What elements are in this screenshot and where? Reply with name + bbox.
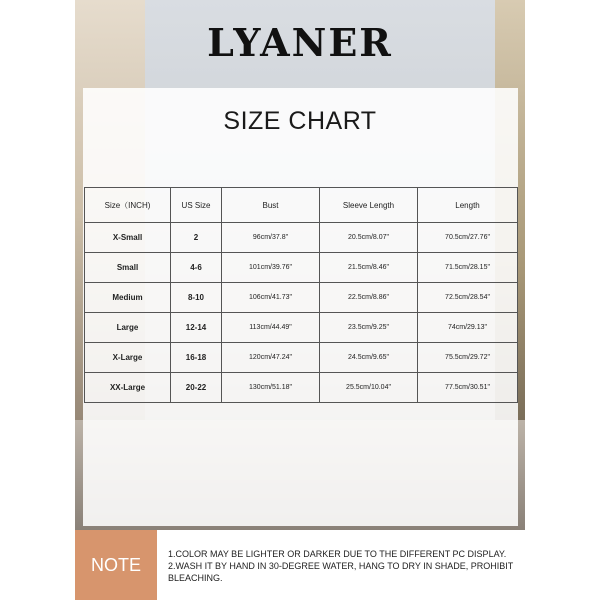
brand-logo: LYANER [207,20,393,65]
cell-us-size: 20-22 [171,373,222,403]
cell-length: 74cm/29.13" [418,313,518,343]
cell-bust: 113cm/44.49" [222,313,320,343]
cell-sleeve-length: 23.5cm/9.25" [320,313,418,343]
cell-sleeve-length: 22.5cm/8.86" [320,283,418,313]
cell-length: 71.5cm/28.15" [418,253,518,283]
cell-length: 72.5cm/28.54" [418,283,518,313]
note-text [168,548,528,584]
chart-title: SIZE CHART [223,107,377,135]
cell-length: 77.5cm/30.51" [418,373,518,403]
size-table [84,187,518,403]
header-bust: Bust [222,188,320,223]
cell-size: Large [85,313,171,343]
cell-sleeve-length: 24.5cm/9.65" [320,343,418,373]
note-label: NOTE [75,530,157,600]
cell-bust: 101cm/39.76" [222,253,320,283]
cell-bust: 130cm/51.18" [222,373,320,403]
cell-bust: 96cm/37.8" [222,223,320,253]
table-row [85,253,518,283]
table-row [85,283,518,313]
cell-length: 70.5cm/27.76" [418,223,518,253]
cell-size: Small [85,253,171,283]
table-header-row [85,188,518,223]
header-us-size: US Size [171,188,222,223]
cell-bust: 120cm/47.24" [222,343,320,373]
cell-size: Medium [85,283,171,313]
cell-us-size: 16-18 [171,343,222,373]
header-sleeve-length: Sleeve Length [320,188,418,223]
cell-length: 75.5cm/29.72" [418,343,518,373]
note-line-1: 1.COLOR MAY BE LIGHTER OR DARKER DUE TO THE DIFFERENT PC DISPLAY. [168,549,507,559]
table-row [85,343,518,373]
cell-size: XX-Large [85,373,171,403]
cell-size: X-Large [85,343,171,373]
cell-sleeve-length: 21.5cm/8.46" [320,253,418,283]
cell-size: X-Small [85,223,171,253]
cell-us-size: 12-14 [171,313,222,343]
note-line-2: 2.WASH IT BY HAND IN 30-DEGREE WATER, HANG TO DRY IN SHADE, PROHIBIT BLEACHING. [168,561,514,583]
header-length: Length [418,188,518,223]
header-size: Size（INCH) [85,188,171,223]
table-row [85,313,518,343]
table-row [85,373,518,403]
cell-bust: 106cm/41.73" [222,283,320,313]
cell-sleeve-length: 20.5cm/8.07" [320,223,418,253]
cell-us-size: 2 [171,223,222,253]
cell-sleeve-length: 25.5cm/10.04" [320,373,418,403]
table-row [85,223,518,253]
cell-us-size: 8-10 [171,283,222,313]
cell-us-size: 4-6 [171,253,222,283]
